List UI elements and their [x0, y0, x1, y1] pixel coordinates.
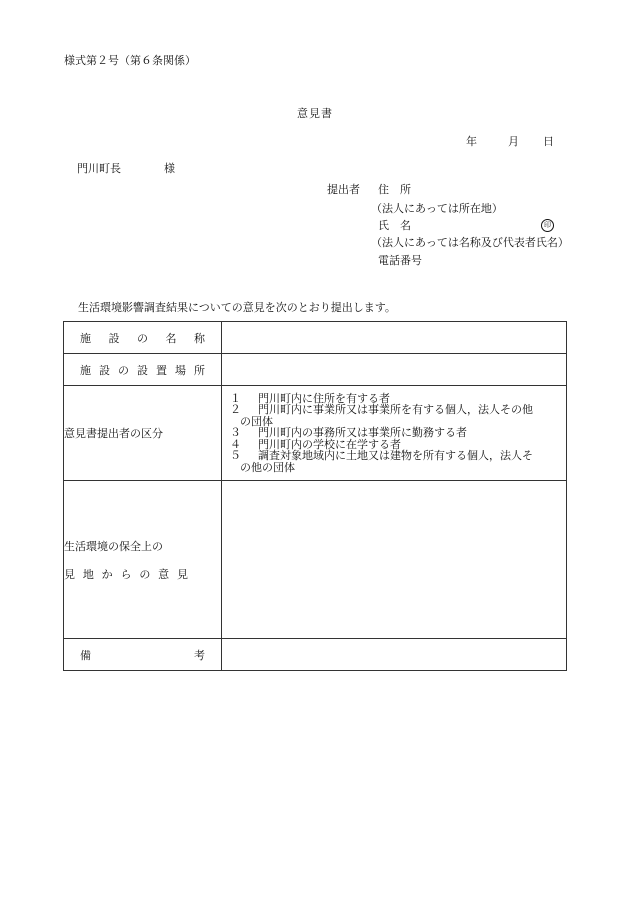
- label-char: の: [118, 363, 129, 377]
- form-number: 様式第２号（第６条関係）: [64, 54, 196, 67]
- document-title: 意見書: [297, 107, 333, 120]
- label-char: 見: [176, 567, 188, 581]
- label-char: の: [139, 567, 151, 581]
- date-year-label: 年: [466, 135, 477, 148]
- name-note: （法人にあっては名称及び代表者氏名）: [371, 236, 569, 249]
- label-char: 所: [194, 363, 205, 377]
- submitter-category-label: 意見書提出者の区分: [64, 386, 222, 481]
- label-char: 称: [194, 331, 205, 345]
- category-text: 門川町内に事業所又は事業所を有する個人，法人その他: [258, 403, 533, 417]
- category-number: ４: [230, 437, 241, 451]
- category-text-continued: の他の団体: [240, 460, 295, 474]
- opinion-label: [64, 481, 222, 639]
- category-number: １: [230, 391, 241, 405]
- name-label: 氏 名: [378, 219, 411, 232]
- submitter-label: 提出者: [327, 183, 360, 196]
- date-day-label: 日: [543, 135, 554, 148]
- facility-name-field[interactable]: [222, 322, 567, 354]
- label-char: 地: [82, 567, 94, 581]
- date-month-label: 月: [508, 135, 519, 148]
- seal-icon: 印: [541, 219, 554, 232]
- facility-location-row: [64, 354, 567, 386]
- category-number: ２: [230, 403, 241, 417]
- label-char: 場: [175, 363, 186, 377]
- category-text-continued: の団体: [240, 414, 273, 428]
- submitter-category-options[interactable]: [222, 386, 567, 481]
- label-char: 考: [194, 648, 205, 662]
- remarks-label: [64, 639, 222, 671]
- label-char: の: [137, 331, 148, 345]
- label-char: 設: [99, 363, 110, 377]
- remarks-row: [64, 639, 567, 671]
- facility-name-label: [64, 322, 222, 354]
- category-option[interactable]: [230, 404, 562, 416]
- label-char: 施: [80, 331, 91, 345]
- label-char: ら: [120, 567, 132, 581]
- intro-text: 生活環境影響調査結果についての意見を次のとおり提出します。: [78, 301, 396, 314]
- category-text: 調査対象地域内に土地又は建物を所有する個人，法人そ: [258, 449, 533, 463]
- addressee-honorific: 様: [164, 162, 175, 175]
- label-char: か: [101, 567, 113, 581]
- opinion-field[interactable]: [222, 481, 567, 639]
- label-char: 設: [137, 363, 148, 377]
- opinion-row: [64, 481, 567, 639]
- opinion-label-line1: 生活環境の保全上の: [64, 539, 163, 553]
- label-char: 備: [80, 648, 91, 662]
- addressee: 門川町長: [77, 162, 121, 175]
- remarks-field[interactable]: [222, 639, 567, 671]
- label-char: 意: [158, 567, 170, 581]
- label-char: 見: [64, 567, 75, 581]
- phone-label: 電話番号: [378, 254, 422, 267]
- facility-location-field[interactable]: [222, 354, 567, 386]
- category-text: 門川町内の事務所又は事業所に勤務する者: [258, 426, 467, 440]
- category-number: ５: [230, 449, 241, 463]
- submitter-category-row: [64, 386, 567, 481]
- label-char: 名: [165, 331, 177, 345]
- category-text: 門川町内に住所を有する者: [258, 391, 390, 405]
- label-char: 施: [80, 363, 91, 377]
- address-note: （法人にあっては所在地）: [371, 202, 503, 215]
- facility-location-label: [64, 354, 222, 386]
- category-number: ３: [230, 426, 241, 440]
- opinion-label-line2: [64, 566, 188, 582]
- address-label: 住 所: [378, 183, 411, 196]
- opinion-form-table: [63, 321, 567, 671]
- facility-name-row: [64, 322, 567, 354]
- category-text: 門川町内の学校に在学する者: [258, 437, 401, 451]
- label-char: 置: [156, 363, 167, 377]
- label-char: 設: [108, 331, 120, 345]
